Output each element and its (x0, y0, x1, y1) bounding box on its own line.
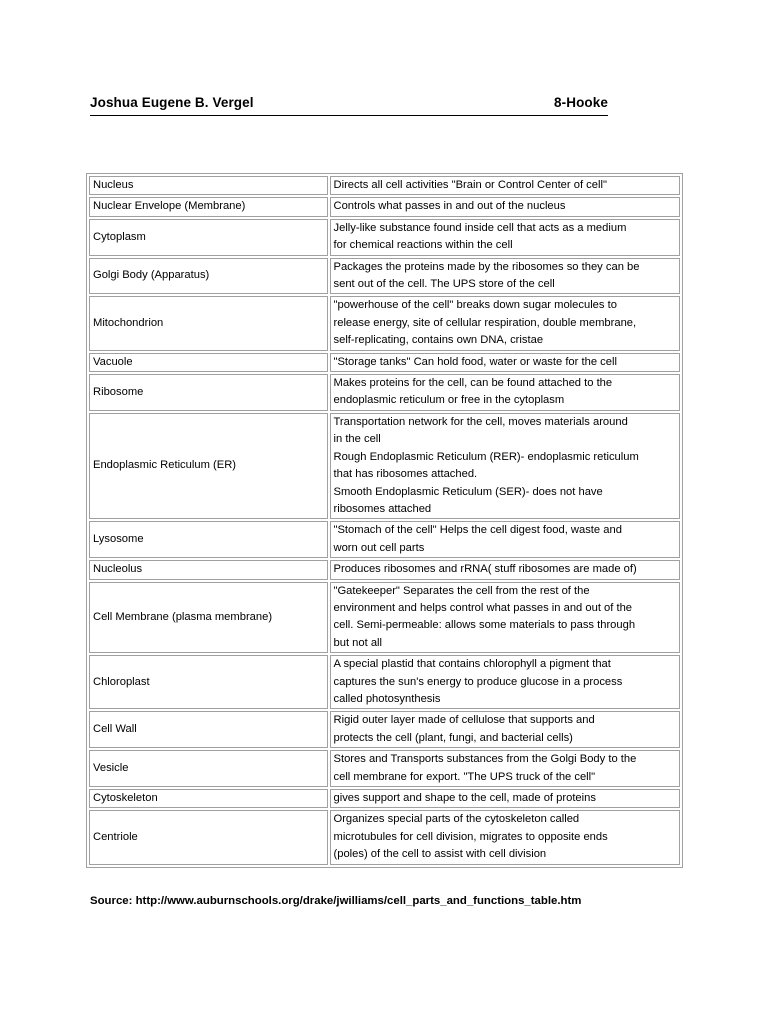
term-text: Centriole (93, 830, 138, 843)
definition-cell (330, 810, 681, 864)
term-text: Vacuole (93, 355, 133, 368)
student-name: Joshua Eugene B. Vergel (90, 95, 254, 110)
term-cell (89, 258, 328, 295)
term-cell (89, 353, 328, 372)
definition-cell (330, 789, 681, 808)
term-text: Mitochondrion (93, 316, 164, 329)
definition-text: Directs all cell activities "Brain or Control Center of cell" (333, 179, 607, 191)
definition-text: Jelly-like substance found inside cell that acts as a medium for chemical reactions within the cell (333, 221, 627, 252)
definition-cell (330, 374, 681, 411)
term-cell (89, 521, 328, 558)
term-cell (89, 560, 328, 579)
document-header (90, 95, 608, 116)
term-text: Cell Wall (93, 723, 137, 736)
table-row (89, 413, 680, 519)
table-row (89, 560, 680, 579)
table-row (89, 374, 680, 411)
cell-parts-table (86, 173, 683, 868)
term-text: Nucleolus (93, 563, 143, 576)
definition-text: Rigid outer layer made of cellulose that supports and protects the cell (plant, fungi, and bacterial cells) (333, 714, 595, 744)
term-cell (89, 655, 328, 709)
definition-text: "Gatekeeper" Separates the cell from the rest of the environment and helps control what passes in and out of the cell. Semi-permeable: allows some materials to pass through but not all (333, 584, 636, 649)
table-row (89, 582, 680, 654)
term-cell (89, 219, 328, 256)
definition-text: A special plastid that contains chlorophyll a pigment that captures the sun's energy to produce glucose in a process called photosynthesis (333, 658, 623, 705)
term-cell (89, 296, 328, 350)
term-text: Cytoskeleton (93, 792, 158, 804)
table-row (89, 176, 680, 195)
definition-cell (330, 582, 681, 654)
table-row (89, 810, 680, 864)
definition-cell (330, 258, 681, 295)
definition-text: Controls what passes in and out of the nucleus (333, 200, 566, 213)
table-row (89, 750, 680, 787)
term-text: Golgi Body (Apparatus) (93, 269, 210, 282)
definition-text: Stores and Transports substances from the Golgi Body to the cell membrane for export. "The UPS truck of the cell" (333, 753, 637, 783)
term-text: Nuclear Envelope (Membrane) (93, 200, 246, 213)
term-text: Nucleus (93, 179, 134, 191)
definition-cell (330, 521, 681, 558)
definition-cell (330, 176, 681, 195)
definition-text: Organizes special parts of the cytoskeleton called microtubules for cell division, migrates to opposite ends (poles) of the cell to assist with cell division (333, 813, 608, 861)
definition-text: "Stomach of the cell" Helps the cell digest food, waste and worn out cell parts (333, 524, 622, 554)
table-row (89, 197, 680, 216)
definition-text: gives support and shape to the cell, made of proteins (333, 792, 596, 804)
table-row (89, 353, 680, 372)
definition-cell (330, 655, 681, 709)
term-text: Lysosome (93, 533, 144, 546)
table-row (89, 219, 680, 256)
term-text: Vesicle (93, 761, 129, 774)
table-row (89, 296, 680, 350)
definition-cell (330, 296, 681, 350)
definition-cell (330, 353, 681, 372)
term-text: Cell Membrane (plasma membrane) (93, 610, 273, 623)
term-cell (89, 176, 328, 195)
definition-cell (330, 413, 681, 519)
definition-cell (330, 197, 681, 216)
term-cell (89, 711, 328, 748)
term-cell (89, 374, 328, 411)
term-cell (89, 810, 328, 864)
term-text: Cytoplasm (93, 230, 146, 243)
definition-text: Makes proteins for the cell, can be found attached to the endoplasmic reticulum or free in the cytoplasm (333, 377, 613, 407)
table-row (89, 258, 680, 295)
definition-cell (330, 560, 681, 579)
table-row (89, 521, 680, 558)
definition-text: "Storage tanks" Can hold food, water or waste for the cell (333, 355, 617, 368)
definition-cell (330, 711, 681, 748)
term-cell (89, 789, 328, 808)
definition-text: Transportation network for the cell, moves materials around in the cell Rough Endoplasmic Reticulum (RER)- endoplasmic reticulum that has ribosomes attached. Smooth Endoplasmic Reticulum (SER)- does not have ribosomes attached (333, 415, 639, 515)
term-cell (89, 197, 328, 216)
source-citation: Source: http://www.auburnschools.org/drake/jwilliams/cell_parts_and_functions_table.htm (90, 895, 582, 907)
term-text: Endoplasmic Reticulum (ER) (93, 459, 236, 472)
term-cell (89, 413, 328, 519)
table-row (89, 655, 680, 709)
definition-cell (330, 219, 681, 256)
definition-cell (330, 750, 681, 787)
table-row (89, 789, 680, 808)
definition-text: Produces ribosomes and rRNA( stuff ribosomes are made of) (333, 563, 637, 576)
term-text: Chloroplast (93, 675, 150, 688)
term-cell (89, 582, 328, 654)
class-section: 8-Hooke (554, 95, 608, 110)
definition-text: Packages the proteins made by the ribosomes so they can be sent out of the cell. The UPS store of the cell (333, 260, 640, 291)
term-cell (89, 750, 328, 787)
table-row (89, 711, 680, 748)
definition-text: "powerhouse of the cell" breaks down sugar molecules to release energy, site of cellular respiration, double membrane, self-replicating, contains own DNA, cristae (333, 299, 637, 347)
term-text: Ribosome (93, 385, 144, 398)
